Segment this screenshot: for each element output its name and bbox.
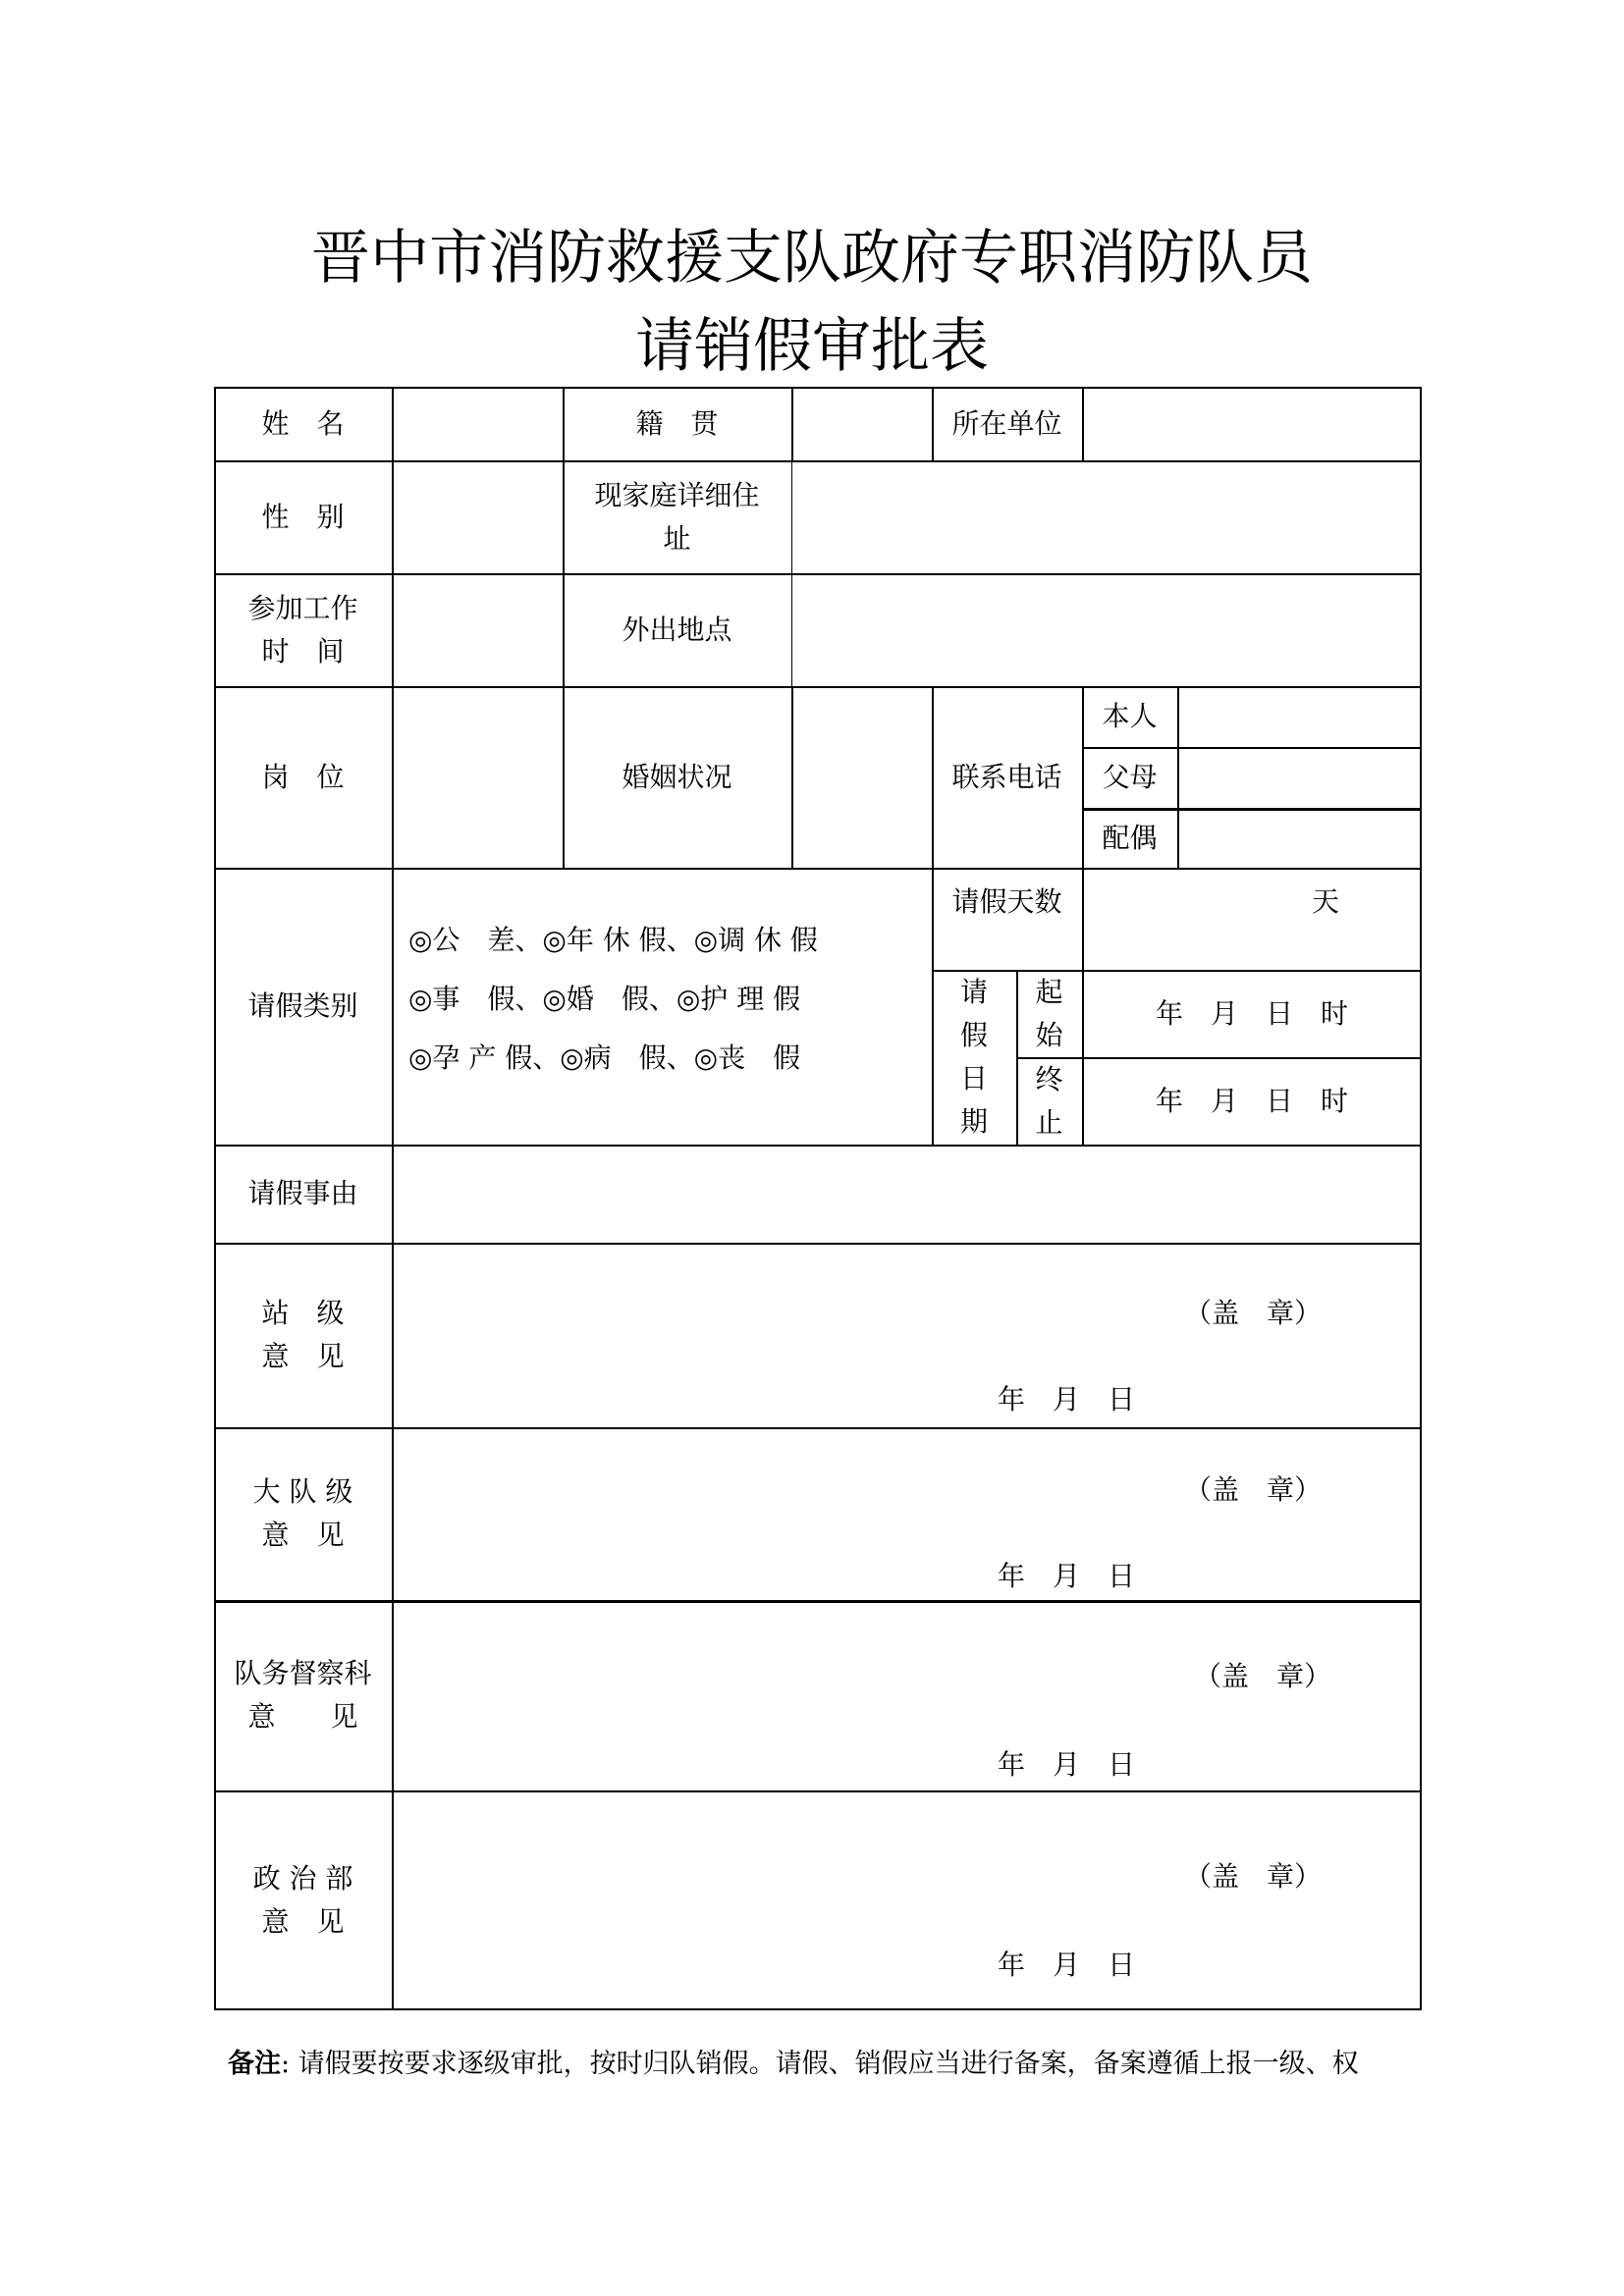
phone-self-field[interactable] [1177,686,1422,747]
phone-self-label: 本人 [1102,700,1158,732]
native-place-label: 籍 贯 [635,406,719,440]
leave-date-label: 请 假 日 期 [959,976,988,1138]
native-place-field[interactable] [791,387,932,460]
marital-field[interactable] [791,686,932,868]
days-field[interactable] [1082,868,1422,936]
start-label: 起 始 [1035,975,1063,1051]
destination-field[interactable] [791,573,1422,686]
start-datetime-field[interactable]: 年 月 日 时 [1155,996,1348,1030]
brigade-opinion-field[interactable] [393,1427,1422,1600]
destination-label: 外出地点 [622,613,732,646]
address-label [563,460,791,573]
reason-field[interactable] [393,1145,1422,1243]
work-start-label-line2: 时 间 [261,634,345,667]
inspection-date: 年 月 日 [998,1748,1136,1781]
station-date: 年 月 日 [998,1383,1136,1415]
end-datetime-field[interactable]: 年 月 日 时 [1155,1084,1348,1117]
station-seal: （盖 章） [1184,1297,1323,1329]
post-field[interactable] [393,686,563,868]
work-start-label-line1: 参加工作 [247,591,358,624]
political-date: 年 月 日 [998,1949,1136,1981]
note [228,2042,1359,2080]
brigade-date: 年 月 日 [998,1560,1136,1592]
end-label: 终 止 [1035,1062,1063,1139]
reason-label: 请假事由 [247,1177,358,1209]
gender-label: 性 别 [261,500,345,533]
station-opinion-field[interactable] [393,1243,1422,1427]
phone-spouse-field[interactable] [1177,808,1422,868]
political-seal: （盖 章） [1184,1860,1323,1893]
days-label: 请假天数 [951,885,1062,918]
inspection-seal: （盖 章） [1194,1660,1332,1692]
note-text: : 请假要按要求逐级审批，按时归队销假。请假、销假应当进行备案，备案遵循上报一级、权 [281,2049,1359,2079]
address-label-line2: 址 [663,521,691,555]
work-start-label [214,573,392,686]
political-opinion-label: 政 治 部 意 见 [252,1862,353,1938]
unit-label: 所在单位 [951,406,1062,440]
phone-spouse-label: 配偶 [1102,821,1158,854]
brigade-opinion-label: 大 队 级 意 见 [252,1475,353,1551]
marital-label: 婚姻状况 [622,760,732,793]
document-title-line1: 晋中市消防救援支队政府专职消防队员 [311,224,1313,293]
unit-field[interactable] [1082,387,1422,460]
work-start-field[interactable] [393,573,563,686]
name-label: 姓 名 [261,406,345,440]
post-label: 岗 位 [261,760,345,793]
name-field[interactable] [393,387,563,460]
leave-type-option-row1[interactable]: ◎公 差、◎年 休 假、◎调 休 假 [408,924,818,956]
leave-type-option-row3[interactable]: ◎孕 产 假、◎病 假、◎丧 假 [408,1041,801,1074]
phone-label: 联系电话 [951,760,1062,793]
days-unit: 天 [1311,885,1339,918]
note-label: 备注 [228,2049,281,2079]
leave-type-option-row2[interactable]: ◎事 假、◎婚 假、◎护 理 假 [408,983,801,1015]
address-label-line1: 现家庭详细住 [594,478,760,511]
inspection-opinion-field[interactable] [393,1600,1422,1790]
document-title-line2: 请销假审批表 [635,312,989,381]
political-opinion-field[interactable] [393,1790,1422,2010]
gender-field[interactable] [393,460,563,573]
leave-type-label: 请假类别 [247,989,358,1022]
inspection-opinion-label: 队务督察科 意 见 [234,1657,372,1733]
station-opinion-label: 站 级 意 见 [261,1297,345,1372]
brigade-seal: （盖 章） [1184,1473,1323,1506]
address-field[interactable] [791,460,1422,573]
phone-parents-field[interactable] [1177,747,1422,808]
phone-parents-label: 父母 [1102,761,1158,793]
